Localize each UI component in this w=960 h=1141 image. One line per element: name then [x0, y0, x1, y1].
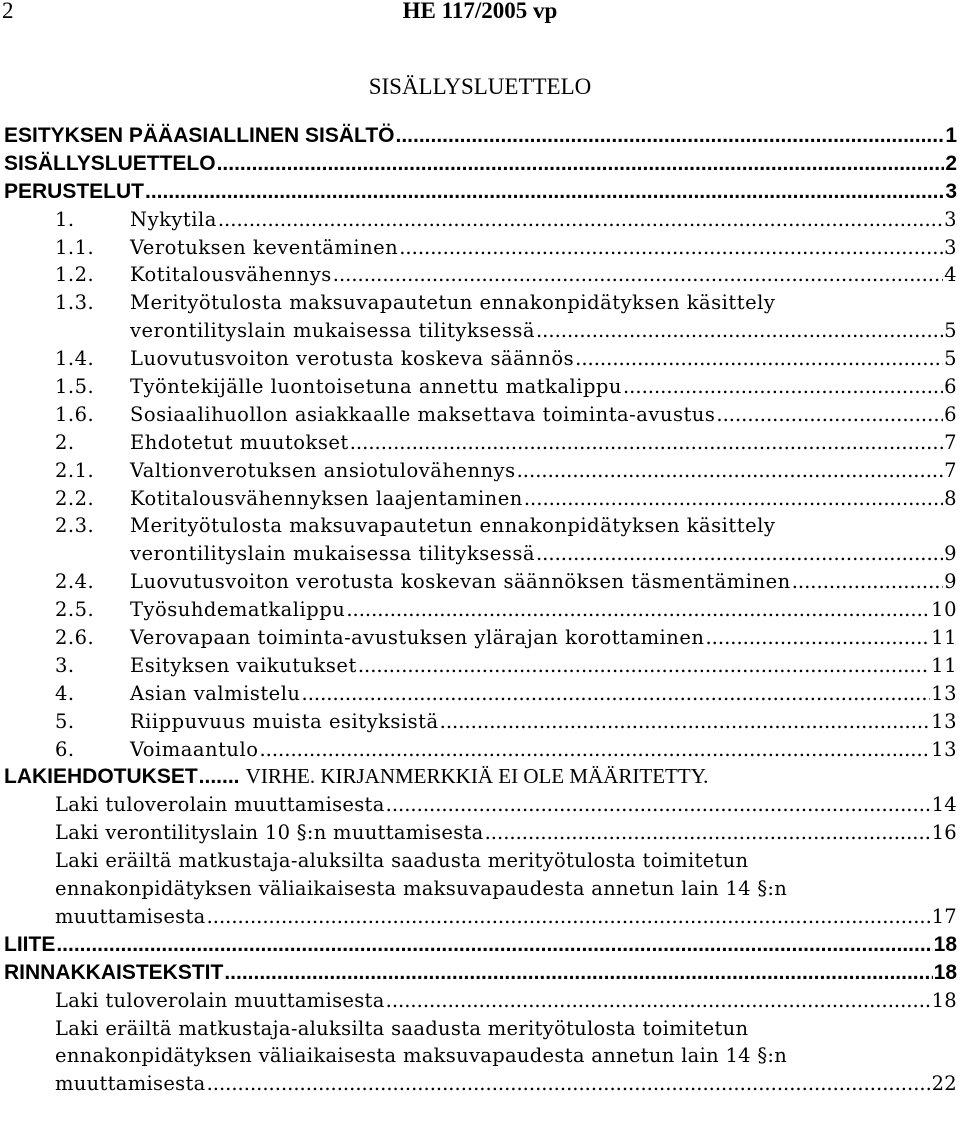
dot-leader — [575, 345, 943, 373]
toc-entry[interactable] — [0, 429, 960, 457]
toc-entry[interactable] — [0, 931, 960, 959]
toc-entry[interactable] — [0, 150, 960, 178]
toc-entry-label: Kotitalousvähennys — [130, 263, 332, 287]
toc-entry[interactable] — [0, 1070, 960, 1098]
toc-entry-label: LIITE — [4, 932, 56, 956]
toc-entry[interactable] — [0, 652, 960, 680]
toc-entry-label: PERUSTELUT — [4, 179, 145, 203]
toc-entry-label: Sosiaalihuollon asiakkaalle maksettava toiminta-avustus — [130, 402, 716, 426]
dot-leader — [333, 261, 943, 289]
toc-entry[interactable] — [0, 847, 960, 875]
dot-leader — [302, 680, 931, 708]
toc-entry-label: Työsuhdematkalippu — [130, 598, 346, 622]
toc-entry-label: Valtionverotuksen ansiotulovähennys — [130, 458, 516, 482]
toc-entry[interactable] — [0, 540, 960, 568]
toc-section-number: 1.2. — [55, 263, 95, 287]
dot-leader — [199, 763, 239, 791]
toc-entry[interactable] — [0, 1042, 960, 1070]
toc-section-number: 6. — [55, 737, 75, 761]
dot-leader — [517, 457, 943, 485]
toc-entry-label: Nykytila — [130, 207, 217, 231]
toc-entry[interactable] — [0, 875, 960, 903]
toc-entry-label: Luovutusvoiton verotusta koskeva säännös — [130, 347, 575, 371]
toc-page-number: 13 — [931, 681, 957, 705]
toc-entry[interactable] — [0, 763, 960, 791]
dot-leader — [440, 708, 931, 736]
toc-section-number: 2.4. — [55, 570, 95, 594]
toc-entry[interactable] — [0, 512, 960, 540]
toc-page-number: 17 — [931, 904, 957, 928]
toc-page-number: 14 — [931, 793, 957, 817]
toc-section-number: 4. — [55, 681, 75, 705]
toc-entry-label: Voimaantulo — [130, 737, 259, 761]
dot-leader — [259, 736, 930, 764]
toc-page-number: 6 — [944, 375, 957, 399]
toc-section-number: 1.3. — [55, 291, 95, 315]
toc-page-number: 18 — [933, 960, 957, 984]
toc-section-number: 1. — [55, 207, 75, 231]
dot-leader — [145, 178, 944, 206]
toc-entry-label: Laki verontilityslain 10 §:n muuttamisesta — [55, 821, 484, 845]
toc-entry-label: LAKIEHDOTUKSET — [4, 765, 198, 789]
toc-page-number: 3 — [945, 179, 957, 203]
dot-leader — [358, 652, 930, 680]
toc-page-number: 5 — [944, 319, 957, 343]
dot-leader — [217, 150, 945, 178]
toc-entry[interactable] — [0, 345, 960, 373]
toc-entry-label: verontilityslain mukaisessa tilityksessä — [130, 542, 535, 566]
toc-entry-label: Laki eräiltä matkustaja-aluksilta saadusta merityötulosta toimitetun — [55, 849, 749, 873]
toc-entry[interactable] — [0, 596, 960, 624]
toc-section-number: 3. — [55, 653, 75, 677]
toc-entry-label: Luovutusvoiton verotusta koskevan säännöksen täsmentäminen — [130, 570, 791, 594]
toc-page-number: 10 — [931, 598, 957, 622]
toc-section-number: 1.1. — [55, 235, 95, 259]
toc-entry[interactable] — [0, 959, 960, 987]
toc-entry-label: ESITYKSEN PÄÄASIALLINEN SISÄLTÖ — [4, 124, 395, 147]
toc-entry[interactable] — [0, 178, 960, 206]
dot-leader — [716, 401, 943, 429]
toc-page-number: 5 — [944, 347, 957, 371]
toc-page-number: 7 — [944, 458, 957, 482]
toc-section-number: 2.6. — [55, 626, 95, 650]
dot-leader — [386, 791, 931, 819]
toc-entry-label: SISÄLLYSLUETTELO — [4, 151, 216, 175]
dot-leader — [524, 485, 943, 513]
toc-page-number: 2 — [945, 151, 957, 175]
toc-entry[interactable] — [0, 122, 960, 150]
toc-entry[interactable] — [0, 373, 960, 401]
toc-section-number: 1.4. — [55, 347, 95, 371]
toc-section-number: 2.5. — [55, 598, 95, 622]
page-number: 2 — [2, 0, 14, 23]
dot-leader — [386, 987, 931, 1015]
dot-leader — [350, 429, 943, 457]
toc-section-number: 2.2. — [55, 486, 95, 510]
toc-entry-label: Merityötulosta maksuvapautetun ennakonpidätyksen käsittely — [130, 291, 776, 315]
toc-page-number: 1 — [945, 124, 957, 147]
toc-section-number: 2.3. — [55, 514, 95, 538]
toc-section-number: 1.5. — [55, 375, 95, 399]
toc-page-number: 18 — [931, 988, 957, 1012]
toc-entry-label: ennakonpidätyksen väliaikaisesta maksuvapaudesta annetun lain 14 §:n — [55, 1044, 788, 1068]
dot-leader — [485, 819, 931, 847]
toc-page-number: 22 — [931, 1072, 957, 1096]
toc-entry-label: Ehdotetut muutokset — [130, 430, 349, 454]
toc-entry[interactable] — [0, 206, 960, 234]
toc-section-number: 2.1. — [55, 458, 95, 482]
toc-page-number: 11 — [931, 653, 957, 677]
toc-page-number: 13 — [931, 737, 957, 761]
toc-page-number: 9 — [944, 570, 957, 594]
dot-leader — [207, 1070, 931, 1098]
dot-leader — [536, 540, 943, 568]
toc-entry[interactable] — [0, 1015, 960, 1043]
toc-page-number: 9 — [944, 542, 957, 566]
toc-entry[interactable] — [0, 289, 960, 317]
dot-leader — [792, 568, 943, 596]
toc-page-number: 6 — [944, 402, 957, 426]
toc-entry[interactable] — [0, 680, 960, 708]
toc-entry[interactable] — [0, 457, 960, 485]
toc-page-number: 3 — [944, 235, 957, 259]
toc-page-number: 11 — [931, 626, 957, 650]
toc-page-number: 3 — [944, 207, 957, 231]
dot-leader — [207, 903, 931, 931]
toc-entry[interactable] — [0, 234, 960, 262]
toc-section-number: 5. — [55, 709, 75, 733]
toc-entry[interactable] — [0, 317, 960, 345]
toc-entry-label: RINNAKKAISTEKSTIT — [4, 960, 224, 984]
toc-entry-label: Kotitalousvähennyksen laajentaminen — [130, 486, 523, 510]
toc-page-number: VIRHE. KIRJANMERKKIÄ EI OLE MÄÄRITETTY. — [245, 764, 709, 789]
toc-entry-label: Laki tuloverolain muuttamisesta — [55, 988, 385, 1012]
toc-entry-label: Työntekijälle luontoisetuna annettu matkalippu — [130, 375, 622, 399]
toc-section-number: 2. — [55, 430, 75, 454]
dot-leader — [346, 596, 930, 624]
dot-leader — [399, 234, 943, 262]
toc-entry-label: Merityötulosta maksuvapautetun ennakonpidätyksen käsittely — [130, 514, 776, 538]
toc-page-number: 13 — [931, 709, 957, 733]
toc-entry[interactable] — [0, 261, 960, 289]
dot-leader — [224, 959, 932, 987]
toc-section-number: 1.6. — [55, 402, 95, 426]
table-of-contents — [0, 122, 960, 1098]
toc-entry[interactable] — [0, 791, 960, 819]
toc-entry-label: Riippuvuus muista esityksistä — [130, 709, 439, 733]
toc-entry-label: Laki tuloverolain muuttamisesta — [55, 793, 385, 817]
toc-entry[interactable] — [0, 708, 960, 736]
dot-leader — [218, 206, 943, 234]
toc-entry[interactable] — [0, 819, 960, 847]
toc-page-number: 8 — [944, 486, 957, 510]
toc-entry[interactable] — [0, 736, 960, 764]
toc-entry-label: Verotuksen keventäminen — [130, 235, 399, 259]
dot-leader — [56, 931, 932, 959]
toc-entry-label: Asian valmistelu — [130, 681, 301, 705]
toc-title: SISÄLLYSLUETTELO — [368, 74, 592, 99]
toc-entry-label: muuttamisesta — [55, 904, 206, 928]
dot-leader — [623, 373, 943, 401]
toc-page-number: 7 — [944, 430, 957, 454]
toc-entry-label: muuttamisesta — [55, 1072, 206, 1096]
toc-entry[interactable] — [0, 401, 960, 429]
page-header — [0, 0, 960, 30]
toc-page-number: 16 — [931, 821, 957, 845]
toc-entry[interactable] — [0, 987, 960, 1015]
toc-entry[interactable] — [0, 903, 960, 931]
toc-entry-label: Esityksen vaikutukset — [130, 653, 357, 677]
toc-page-number: 18 — [933, 932, 957, 956]
toc-entry[interactable] — [0, 568, 960, 596]
toc-entry-label: Verovapaan toiminta-avustuksen ylärajan korottaminen — [130, 626, 705, 650]
toc-page-number: 4 — [944, 263, 957, 287]
toc-entry[interactable] — [0, 624, 960, 652]
document-id: HE 117/2005 vp — [402, 0, 558, 23]
toc-entry-label: Laki eräiltä matkustaja-aluksilta saadusta merityötulosta toimitetun — [55, 1016, 749, 1040]
dot-leader — [536, 317, 943, 345]
dot-leader — [705, 624, 930, 652]
toc-entry[interactable] — [0, 485, 960, 513]
toc-entry-label: ennakonpidätyksen väliaikaisesta maksuvapaudesta annetun lain 14 §:n — [55, 877, 788, 901]
dot-leader — [395, 122, 944, 150]
toc-entry-label: verontilityslain mukaisessa tilityksessä — [130, 319, 535, 343]
